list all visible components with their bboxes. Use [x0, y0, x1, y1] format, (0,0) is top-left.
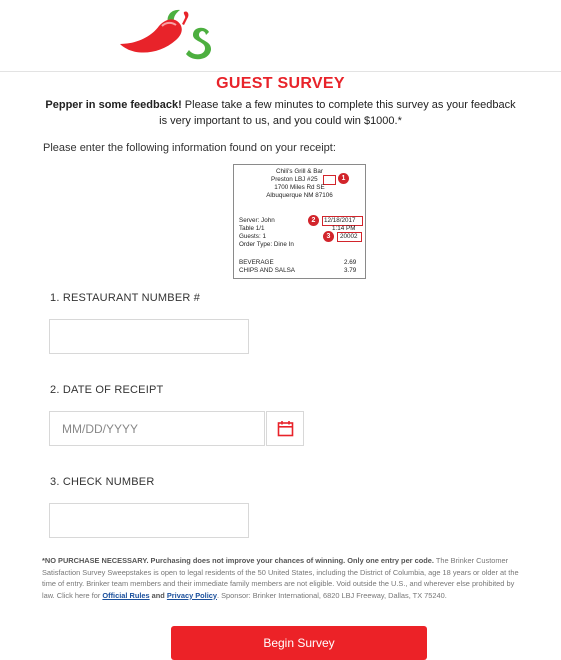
restaurant-number-input[interactable]	[49, 319, 249, 354]
disclaimer-sponsor: . Sponsor: Brinker International, 6820 LBJ Freeway, Dallas, TX 75240.	[217, 590, 447, 600]
restaurant-number-label: 1. RESTAURANT NUMBER #	[50, 292, 201, 304]
check-number-input[interactable]	[49, 503, 249, 538]
intro-body: Please take a few minutes to complete this survey as your feedback is very important to us, and you could win $1000.*	[159, 99, 516, 127]
receipt-location	[271, 176, 318, 184]
receipt-address: 1700 Miles Rd SE	[274, 184, 325, 191]
receipt-marker-2: 2	[308, 215, 319, 226]
receipt-time: 1:14 PM	[332, 225, 356, 232]
calendar-button[interactable]	[266, 411, 304, 446]
intro-bold: Pepper in some feedback!	[45, 99, 182, 111]
receipt-date-input[interactable]	[49, 411, 265, 446]
sweepstakes-disclaimer	[42, 555, 527, 601]
receipt-item-price: 2.69	[344, 259, 357, 266]
site-header	[0, 0, 561, 72]
official-rules-link[interactable]: Official Rules	[102, 590, 150, 600]
receipt-instruction: Please enter the following information found on your receipt:	[43, 142, 336, 154]
check-number-label: 3. CHECK NUMBER	[50, 476, 155, 488]
receipt-check: 20002	[340, 233, 358, 240]
receipt-date: 12/18/2017	[324, 217, 356, 224]
receipt-image	[233, 164, 366, 279]
receipt-server: Server: John	[239, 217, 275, 224]
disclaimer-text: The Brinker Customer Satisfaction Survey Sweepstakes is open to legal residents of the 50 United States, including the District of Columbia, age 18 years or older at the time of entry. Brinker team members and their immediate family members are not eligible. Void outside the U.S., and wherever else prohibited by law. Click here for	[42, 556, 519, 600]
chilis-pepper-logo-icon	[116, 6, 212, 64]
disclaimer-and: and	[149, 590, 167, 600]
disclaimer-bold: *NO PURCHASE NECESSARY. Purchasing does not improve your chances of winning. Only one entry per code.	[42, 556, 434, 565]
receipt-item-name: CHIPS AND SALSA	[239, 267, 295, 274]
receipt-item-price: 3.79	[344, 267, 357, 274]
receipt-location-prefix: Preston LBJ #	[271, 176, 311, 183]
receipt-location-number: 25	[310, 176, 318, 183]
receipt-name: Chili's Grill & Bar	[275, 168, 324, 175]
receipt-date-label: 2. DATE OF RECEIPT	[50, 384, 164, 396]
receipt-city: Albuquerque NM 87106	[266, 192, 333, 199]
page-title: GUEST SURVEY	[216, 75, 345, 92]
receipt-order-type: Order Type: Dine In	[239, 241, 294, 248]
privacy-policy-link[interactable]: Privacy Policy	[166, 590, 217, 600]
receipt-marker-3: 3	[323, 231, 334, 242]
receipt-marker-1: 1	[338, 173, 349, 184]
receipt-guests: Guests: 1	[239, 233, 266, 240]
intro-text	[40, 97, 521, 129]
receipt-table: Table 1/1	[239, 225, 265, 232]
begin-survey-button[interactable]: Begin Survey	[171, 626, 427, 660]
calendar-icon	[277, 420, 294, 437]
receipt-item-name: BEVERAGE	[239, 259, 274, 266]
